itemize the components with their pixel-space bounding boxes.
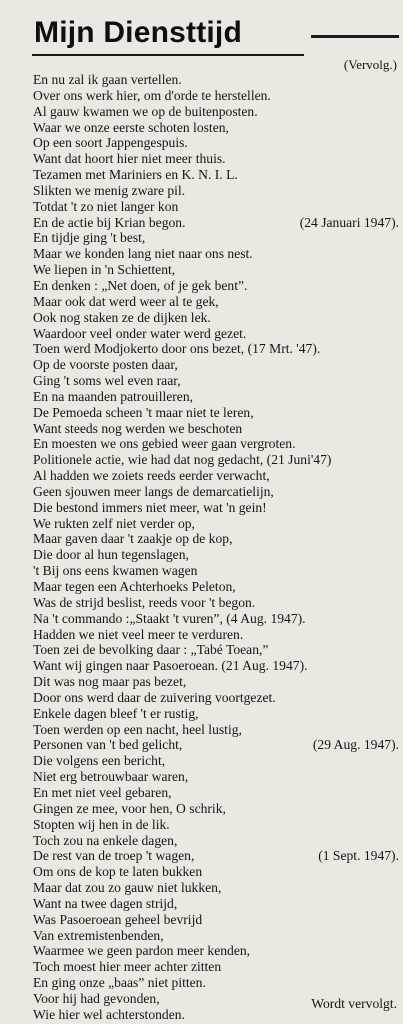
poem-line-text: Die bestond immers niet meer, wat 'n gein!: [33, 499, 267, 515]
poem-line-text: Waardoor veel onder water werd gezet.: [33, 325, 247, 341]
poem-line-text: Was Pasoeroean geheel bevrijd: [33, 911, 203, 927]
poem-line-text: Maar tegen een Achterhoeks Peleton,: [33, 579, 236, 594]
poem-line-text: Toen werd Modjokerto door ons bezet, (17 Mrt. '47).: [33, 341, 321, 357]
poem-line-text: En de actie bij Krian begon.: [33, 214, 186, 230]
poem-line: [33, 341, 399, 357]
poem-line: [33, 769, 399, 785]
poem-line: [33, 817, 399, 833]
poem-line: [33, 215, 399, 231]
poem-line: [33, 310, 399, 326]
poem-line: [33, 674, 399, 690]
poem-line-text: Geen sjouwen meer langs de demarcatielijn,: [33, 483, 274, 499]
poem-line-text: Na 't commando :„Staakt 't vuren”, (4 Aug. 1947).: [33, 610, 306, 626]
poem-line-text: Van extremistenbenden,: [33, 927, 164, 943]
poem-line: [33, 500, 399, 516]
poem-line: [33, 389, 399, 405]
poem-line: [33, 120, 399, 136]
poem-line: [33, 959, 399, 975]
poem-line-text: Niet erg betrouwbaar waren,: [33, 769, 189, 785]
poem-line-text: Hadden we niet veel meer te verduren.: [33, 626, 244, 642]
poem-line: [33, 563, 399, 579]
poem-line-date: (1 Sept. 1947).: [318, 848, 399, 864]
poem-body: [33, 72, 399, 1023]
poem-line-text: Politionele actie, wie had dat nog gedacht, (21 Juni'47): [33, 452, 332, 468]
poem-line: [33, 421, 399, 437]
poem-line: [33, 452, 399, 468]
poem-line: [33, 722, 399, 738]
poem-line: [33, 88, 399, 104]
poem-line-text: We liepen in 'n Schiettent,: [33, 262, 176, 278]
poem-line: [33, 833, 399, 849]
poem-line-text: Wie hier wel achterstonden.: [33, 1006, 185, 1022]
poem-line: [33, 326, 399, 342]
poem-line: [33, 294, 399, 310]
poem-line: [33, 135, 399, 151]
title-row: [34, 14, 396, 58]
poem-line-text: Door ons werd daar de zuivering voortgezet.: [33, 689, 276, 705]
poem-line-text: Op de voorste posten daar,: [33, 357, 178, 373]
poem-line-text: Ging 't soms wel even raar,: [33, 373, 181, 389]
poem-line-date: (24 Januari 1947).: [299, 214, 399, 230]
poem-line: [33, 484, 399, 500]
poem-line-text: Om ons de kop te laten bukken: [33, 864, 203, 880]
poem-line: [33, 72, 399, 88]
poem-line-text: Op een soort Jappengespuis.: [33, 135, 188, 151]
poem-line: [33, 199, 399, 215]
poem-line: [33, 262, 399, 278]
poem-line-text: Enkele dagen bleef 't er rustig,: [33, 705, 199, 721]
poem-line: [33, 611, 399, 627]
poem-line: [33, 579, 399, 595]
poem-line: [33, 167, 399, 183]
poem-line: [33, 896, 399, 912]
poem-line: [33, 468, 399, 484]
poem-line: [33, 436, 399, 452]
poem-line: [33, 943, 399, 959]
poem-line-text: De Pemoeda scheen 't maar niet te leren,: [33, 404, 254, 420]
title-rule: [311, 35, 399, 38]
poem-line-text: En nu zal ik gaan vertellen.: [33, 72, 182, 87]
poem-line-text: Maar gaven daar 't zaakje op de kop,: [33, 531, 233, 547]
poem-line-text: Maar we konden lang niet naar ons nest.: [33, 246, 253, 262]
poem-line-text: Stopten wij hen in de lik.: [33, 816, 170, 832]
poem-line: [33, 848, 399, 864]
poem-line-text: En ging onze „baas” niet pitten.: [33, 975, 206, 991]
poem-line: [33, 547, 399, 563]
poem-line-text: Was de strijd beslist, reeds voor 't begon.: [33, 594, 256, 610]
poem-line-date: (29 Aug. 1947).: [312, 737, 399, 753]
poem-line-text: Want dat hoort hier niet meer thuis.: [33, 151, 226, 167]
poem-line-text: Dit was nog maar pas bezet,: [33, 674, 187, 690]
poem-line: [33, 531, 399, 547]
poem-line: [33, 405, 399, 421]
title-underline: [32, 54, 304, 56]
poem-line: [33, 706, 399, 722]
poem-line-text: We rukten zelf niet verder op,: [33, 515, 195, 531]
poem-line: [33, 373, 399, 389]
poem-line: [33, 246, 399, 262]
poem-line-text: Ook nog staken ze de dijken lek.: [33, 309, 211, 325]
poem-line-text: Want steeds nog werden we beschoten: [33, 420, 243, 436]
poem-line-text: Over ons werk hier, om d'orde te herstellen.: [33, 87, 271, 103]
poem-line-text: Maar dat zou zo gauw niet lukken,: [33, 880, 222, 896]
poem-line-text: Toch moest hier meer achter zitten: [33, 959, 222, 975]
poem-line-text: Al gauw kwamen we op de buitenposten.: [33, 103, 258, 119]
poem-line-text: En denken : „Net doen, of je gek bent”.: [33, 277, 248, 293]
poem-line-text: Toen werden op een nacht, heel lustig,: [33, 721, 242, 737]
poem-line: [33, 230, 399, 246]
poem-line-text: Waarmee we geen pardon meer kenden,: [33, 943, 251, 959]
poem-line-text: Die volgens een bericht,: [33, 753, 166, 769]
poem-line: [33, 928, 399, 944]
poem-line: [33, 151, 399, 167]
poem-line: [33, 278, 399, 294]
poem-line-text: Personen van 't bed gelicht,: [33, 737, 183, 753]
poem-line: [33, 104, 399, 120]
poem-line: [33, 912, 399, 928]
poem-line-text: Maar ook dat werd weer al te gek,: [33, 293, 219, 309]
poem-line-text: Al hadden we zoiets reeds eerder verwacht,: [33, 468, 270, 484]
poem-line-text: En tijdje ging 't best,: [33, 230, 146, 246]
poem-line-text: En met niet veel gebaren,: [33, 784, 172, 800]
poem-line: [33, 516, 399, 532]
to-be-continued-label: Wordt vervolgt.: [311, 996, 397, 1011]
poem-line-text: Toen zei de bevolking daar : „Tabé Toean,”: [33, 642, 269, 658]
poem-line: [33, 690, 399, 706]
poem-line-text: De rest van de troep 't wagen,: [33, 848, 195, 864]
poem-line-text: Waar we onze eerste schoten losten,: [33, 119, 229, 135]
poem-line-text: En moesten we ons gebied weer gaan vergroten.: [33, 436, 296, 452]
poem-line: [33, 595, 399, 611]
poem-line-text: Voor hij had gevonden,: [33, 990, 160, 1006]
poem-line-text: Die door al hun tegenslagen,: [33, 547, 189, 563]
poem-line-text: Toch zou na enkele dagen,: [33, 832, 178, 848]
poem-line: [33, 801, 399, 817]
poem-line-text: Tezamen met Mariniers en K. N. I. L.: [33, 167, 238, 183]
poem-line: [33, 975, 399, 991]
poem-line: [33, 737, 399, 753]
article-title: Mijn Diensttijd: [34, 16, 242, 49]
poem-line-text: En na maanden patrouilleren,: [33, 388, 194, 404]
poem-line: [33, 864, 399, 880]
poem-line: [33, 183, 399, 199]
poem-line: [33, 357, 399, 373]
continued-label: (Vervolg.): [343, 57, 397, 72]
poem-line-text: Want wij gingen naar Pasoeroean. (21 Aug. 1947).: [33, 658, 308, 674]
poem-line-text: Totdat 't zo niet langer kon: [33, 198, 179, 214]
poem-line-text: Slikten we menig zware pil.: [33, 182, 186, 198]
poem-line: [33, 880, 399, 896]
poem-line-text: Want na twee dagen strijd,: [33, 895, 178, 911]
poem-line-text: 't Bij ons eens kwamen wagen: [33, 563, 198, 579]
poem-line: [33, 753, 399, 769]
poem-line: [33, 627, 399, 643]
poem-line: [33, 785, 399, 801]
poem-line-text: Gingen ze mee, voor hen, O schrik,: [33, 800, 226, 816]
poem-line: [33, 658, 399, 674]
poem-line: [33, 642, 399, 658]
